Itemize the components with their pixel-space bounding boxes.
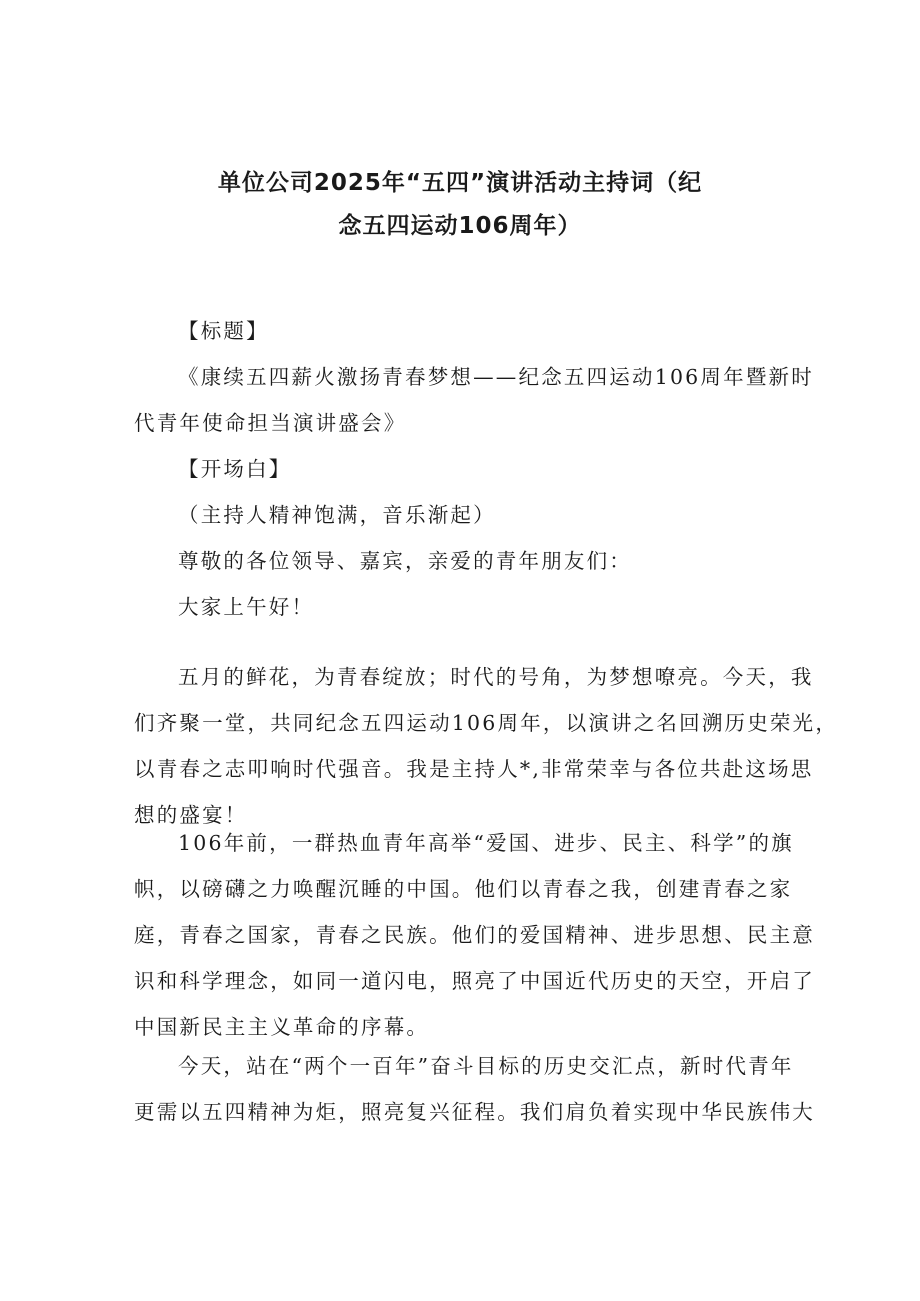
paragraph-1-line: 们齐聚一堂，共同纪念五四运动106周年，以演讲之名回溯历史荣光，	[134, 711, 839, 735]
paragraph-3-line: 今天，站在“两个一百年”奋斗目标的历史交汇点，新时代青年	[178, 1054, 794, 1078]
paragraph-2	[134, 820, 815, 1050]
paragraph-3	[134, 1043, 815, 1135]
paragraph-2-line: 庭，青春之国家，青春之民族。他们的爱国精神、进步思想、民主意	[134, 923, 815, 947]
stage-direction: （主持人精神饱满，音乐渐起）	[178, 503, 496, 527]
paragraph-1-line: 想的盛宴！	[134, 803, 248, 827]
paragraph-3-line: 更需以五四精神为炬，照亮复兴征程。我们肩负着实现中华民族伟大	[134, 1100, 815, 1124]
section-heading-opening: 【开场白】	[178, 457, 292, 481]
document-title-line-2: 念五四运动106周年）	[338, 213, 582, 239]
hello: 大家上午好！	[178, 595, 315, 619]
section-heading-title: 【标题】	[178, 319, 269, 343]
paragraph-1-line: 五月的鲜花，为青春绽放；时代的号角，为梦想嘹亮。今天，我	[178, 665, 814, 689]
greeting: 尊敬的各位领导、嘉宾，亲爱的青年朋友们：	[178, 549, 632, 573]
paragraph-2-line: 识和科学理念，如同一道闪电，照亮了中国近代历史的天空，开启了	[134, 969, 815, 993]
event-title-line-2: 代青年使命担当演讲盛会》	[134, 411, 407, 435]
paragraph-2-line: 106年前，一群热血青年高举“爱国、进步、民主、科学”的旗	[178, 831, 794, 855]
paragraph-1	[134, 654, 839, 838]
paragraph-2-line: 中国新民主主义革命的序幕。	[134, 1015, 430, 1039]
event-title-line-1: 《康续五四薪火激扬青春梦想——纪念五四运动106周年暨新时	[178, 365, 814, 389]
paragraph-1-line: 以青春之志叩响时代强音。我是主持人*,非常荣幸与各位共赴这场思	[134, 757, 814, 781]
paragraph-2-line: 帜，以磅礴之力唤醒沉睡的中国。他们以青春之我，创建青春之家	[134, 877, 793, 901]
document-body-intro	[134, 308, 814, 630]
document-title-line-1: 单位公司2025年“五四”演讲活动主持词（纪	[217, 170, 703, 196]
